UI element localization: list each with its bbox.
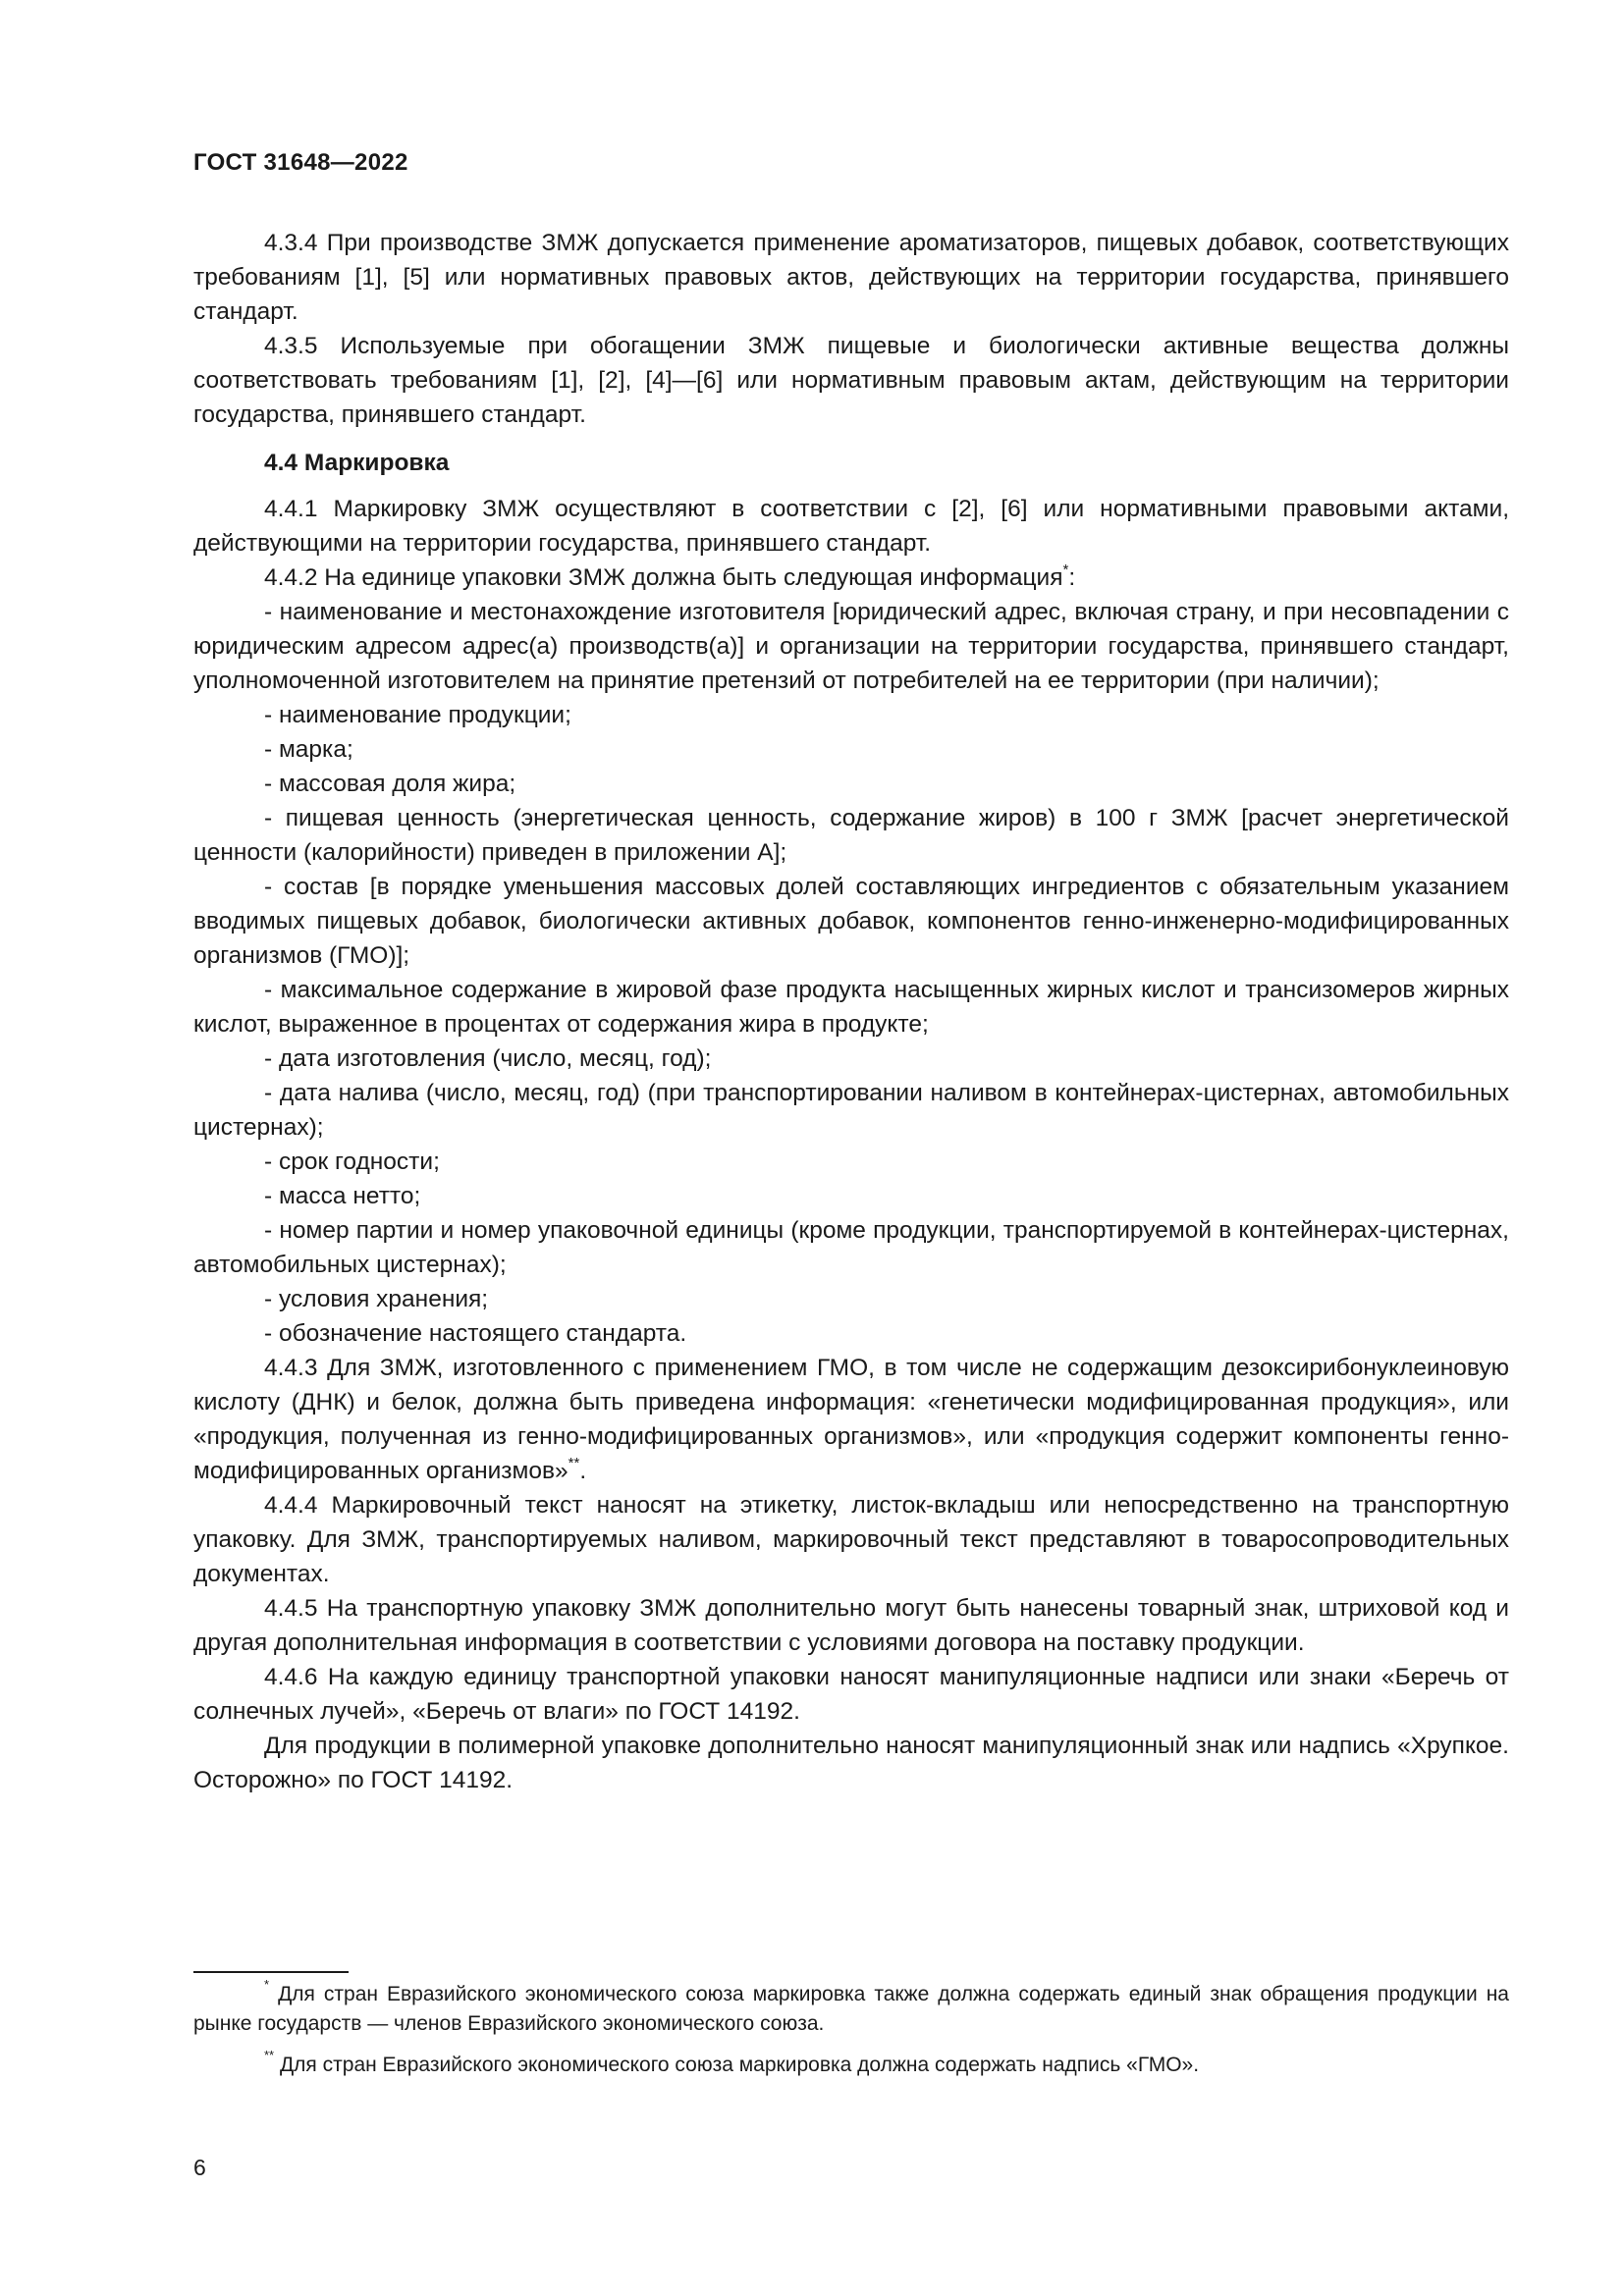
paragraph-4-4-2-colon: : bbox=[1068, 564, 1076, 591]
footnote-2-mark: ** bbox=[264, 2048, 275, 2062]
list-item: - масса нетто; bbox=[264, 1183, 421, 1209]
paragraph-4-4-6: 4.4.6 На каждую единицу транспортной упаковки наносят манипуляционные надписи или знаки «Беречь от солнечных лучей», «Беречь от влаги» по ГОСТ 14192. bbox=[193, 1664, 1509, 1725]
list-item: - дата изготовления (число, месяц, год); bbox=[264, 1045, 712, 1072]
paragraph-4-4-2 bbox=[193, 561, 1509, 595]
document-header-code: ГОСТ 31648—2022 bbox=[193, 149, 408, 176]
list-item: - наименование продукции; bbox=[264, 702, 571, 728]
list-item: - марка; bbox=[264, 736, 353, 763]
paragraph-4-4-3-text: 4.4.3 Для ЗМЖ, изготовленного с применением ГМО, в том числе не содержащим дезоксирибонуклеиновую кислоту (ДНК) и белок, должна быть приведена информация: «генетически модифицированная продукция», или «продукция, полученная из генно-модифицированных организмов», или «продукция содержит компоненты генно-модифицированных организмов» bbox=[193, 1355, 1509, 1484]
list-item: - пищевая ценность (энергетическая ценность, содержание жиров) в 100 г ЗМЖ [расчет энергетической ценности (калорийности) приведен в приложении А]; bbox=[193, 805, 1509, 866]
paragraph-4-3-4: 4.3.4 При производстве ЗМЖ допускается применение ароматизаторов, пищевых добавок, соответствующих требованиям [1], [5] или нормативных правовых актов, действующих на территории государства, принявшего стандарт. bbox=[193, 230, 1509, 325]
footnote-1-mark: * bbox=[264, 1977, 270, 1992]
paragraph-4-4-5: 4.4.5 На транспортную упаковку ЗМЖ дополнительно могут быть нанесены товарный знак, штриховой код и другая дополнительная информация в соответствии с условиями договора на поставку продукции. bbox=[193, 1595, 1509, 1656]
section-heading-4-4: 4.4 Маркировка bbox=[264, 450, 450, 476]
list-item: - максимальное содержание в жировой фазе продукта насыщенных жирных кислот и трансизомеров жирных кислот, выраженное в процентах от содержания жира в продукте; bbox=[193, 977, 1509, 1038]
list-item: - срок годности; bbox=[264, 1148, 440, 1175]
list-item: - дата налива (число, месяц, год) (при транспортировании наливом в контейнерах-цистернах, автомобильных цистернах); bbox=[193, 1080, 1509, 1141]
paragraph-polymer-packaging: Для продукции в полимерной упаковке дополнительно наносят манипуляционный знак или надпись «Хрупкое. Осторожно» по ГОСТ 14192. bbox=[193, 1733, 1509, 1793]
list-item: - обозначение настоящего стандарта. bbox=[264, 1320, 687, 1347]
footnote-1-text: Для стран Евразийского экономического союза маркировка также должна содержать единый знак обращения продукции на рынке государств — членов Евразийского экономического союза. bbox=[193, 1983, 1509, 2035]
paragraph-4-4-2-text: 4.4.2 На единице упаковки ЗМЖ должна быть следующая информация bbox=[264, 564, 1063, 591]
document-body bbox=[193, 226, 1509, 1797]
footnote-divider bbox=[193, 1971, 349, 1973]
list-item: - состав [в порядке уменьшения массовых долей составляющих ингредиентов с обязательным указанием вводимых пищевых добавок, биологически активных добавок, компонентов генно-инженерно-модифицированных организмов (ГМО)]; bbox=[193, 874, 1509, 969]
list-item: - номер партии и номер упаковочной единицы (кроме продукции, транспортируемой в контейнерах-цистернах, автомобильных цистернах); bbox=[193, 1217, 1509, 1278]
paragraph-4-4-3-period: . bbox=[579, 1458, 587, 1484]
footnote-2-text: Для стран Евразийского экономического союза маркировка должна содержать надпись «ГМО». bbox=[274, 2054, 1200, 2076]
page-number: 6 bbox=[193, 2155, 206, 2180]
paragraph-4-4-3 bbox=[193, 1351, 1509, 1488]
footnote-ref-1: * bbox=[1062, 561, 1069, 578]
paragraph-4-4-1: 4.4.1 Маркировку ЗМЖ осуществляют в соответствии с [2], [6] или нормативными правовыми актами, действующими на территории государства, принявшего стандарт. bbox=[193, 496, 1509, 557]
paragraph-4-3-5: 4.3.5 Используемые при обогащении ЗМЖ пищевые и биологически активные вещества должны соответствовать требованиям [1], [2], [4]—[6] или нормативным правовым актам, действующим на территории государства, принявшего стандарт. bbox=[193, 333, 1509, 428]
footnote-2 bbox=[193, 2048, 1509, 2080]
list-item: - наименование и местонахождение изготовителя [юридический адрес, включая страну, и при несовпадении с юридическим адресом адрес(а) производств(а)] и организации на территории государства, принявшего стандарт, уполномоченной изготовителем на принятие претензий от потребителей на ее территории (при наличии); bbox=[193, 599, 1509, 694]
footnote-1 bbox=[193, 1977, 1509, 2039]
list-item: - массовая доля жира; bbox=[264, 771, 516, 797]
list-item: - условия хранения; bbox=[264, 1286, 489, 1312]
footnotes bbox=[193, 1977, 1509, 2092]
paragraph-4-4-4: 4.4.4 Маркировочный текст наносят на этикетку, листок-вкладыш или непосредственно на транспортную упаковку. Для ЗМЖ, транспортируемых наливом, маркировочный текст представляют в товаросопроводительных документах. bbox=[193, 1492, 1509, 1587]
footnote-ref-2: ** bbox=[568, 1454, 580, 1471]
